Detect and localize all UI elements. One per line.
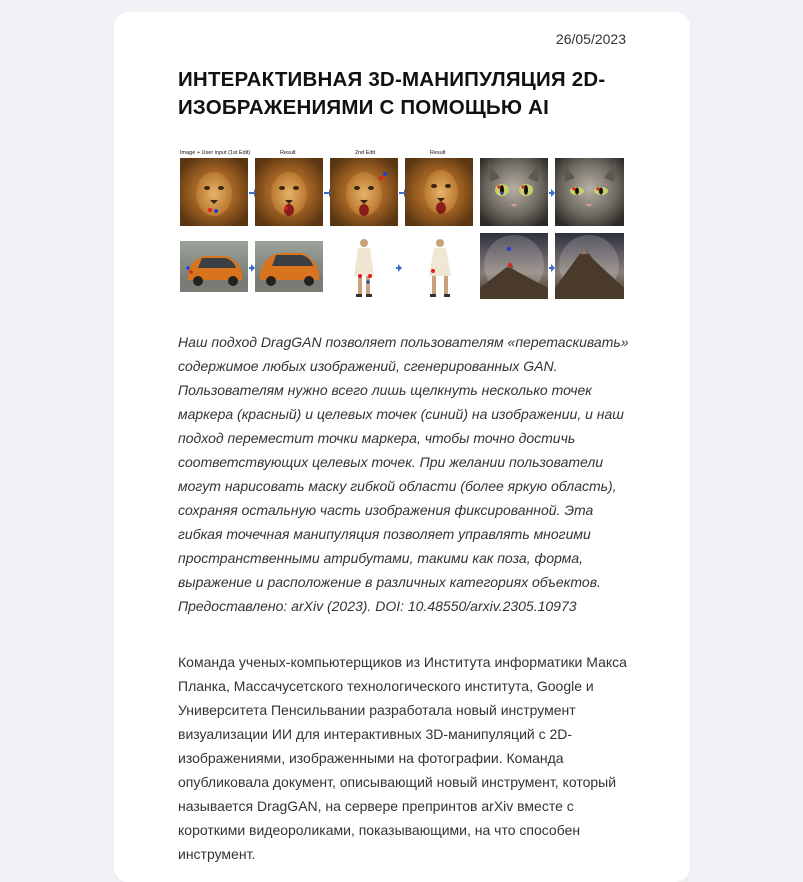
draggan-figure (178, 148, 624, 300)
lion-image-1 (180, 158, 248, 226)
figure-caption: Наш подход DragGAN позволяет пользователям «перетаскивать» содержимое любых изображений, сгенерированных GAN. Пользователям нужно всего лишь щелкнуть несколько точек маркера (красный) и целевых точек (синий) на изображении, и наш подход переместит точки маркера, чтобы точно достичь соответствующих целевых точек. При желании пользователи могут нарисовать маску гибкой области (более яркую область), сохраняя остальную часть изображения фиксированной. Эта гибкая точечная манипуляция позволяет управлять многими пространственными атрибутами, такими как поза, форма, выражение и расположение в различных категориях объектов. Предоставлено: arXiv (2023). DOI: 10.48550/arxiv.2305.10973 (178, 334, 629, 614)
lion-image-2 (255, 158, 323, 226)
article-card (114, 12, 690, 882)
label-first-edit: Image + User input (1st Edit) (180, 150, 251, 156)
person-image-1 (342, 236, 386, 298)
car-image-1 (180, 241, 248, 292)
car-image-2 (255, 241, 323, 292)
cat-image-2 (555, 158, 624, 226)
article-title: ИНТЕРАКТИВНАЯ 3D-МАНИПУЛЯЦИЯ 2D-ИЗОБРАЖЕНИЯМИ С ПОМОЩЬЮ AI (178, 68, 606, 119)
arrow-icon (249, 264, 255, 272)
person-image-2 (418, 236, 462, 298)
label-second-edit: 2nd Edit (355, 150, 376, 156)
landscape-image-2 (555, 233, 624, 299)
article-body: Команда ученых-компьютерщиков из Института информатики Макса Планка, Массачусетского технологического института, Google и Университета Пенсильвании разработала новый инструмент визуализации ИИ для интерактивных 3D-манипуляций с 2D-изображениями, изображенными на фотографии. Команда опубликовала документ, описывающий новый инструмент, который называется DragGAN, на сервере препринтов arXiv вместе с короткими видеороликами, показывающими, на что способен инструмент. (178, 654, 627, 862)
label-result-2: Result (430, 150, 446, 156)
arrow-icon (549, 264, 555, 272)
landscape-image-1 (480, 233, 548, 299)
lion-image-3 (330, 158, 398, 226)
label-result-1: Result (280, 150, 296, 156)
article-date: 26/05/2023 (555, 31, 626, 47)
cat-image-1 (480, 158, 548, 226)
lion-image-4 (405, 158, 473, 226)
arrow-icon (549, 189, 555, 197)
arrow-icon (396, 264, 402, 272)
